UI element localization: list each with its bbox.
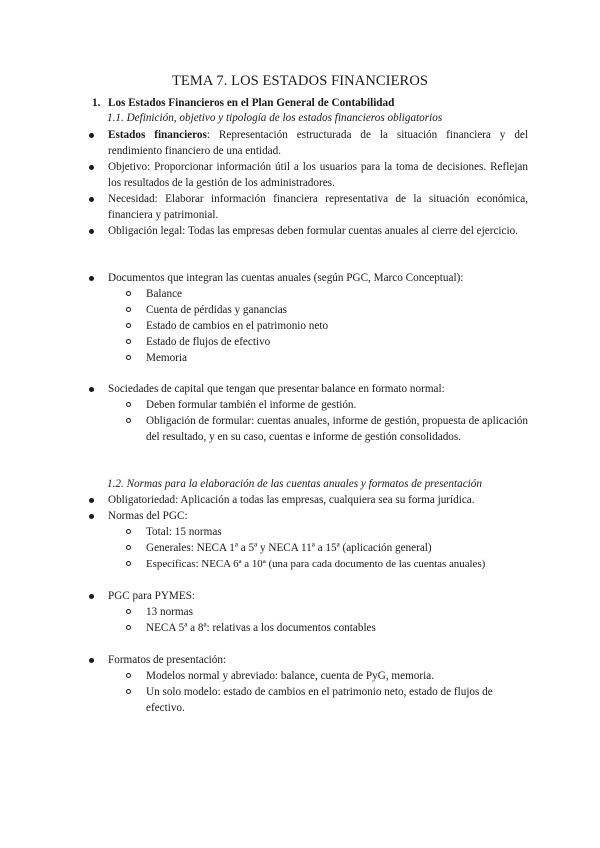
- bullet-bold-term: Estados financieros: [108, 129, 207, 141]
- sub-list-item: [124, 302, 528, 318]
- bullet-icon: [89, 276, 94, 281]
- section-heading-text: Los Estados Financieros en el Plan General de Contabilidad: [108, 97, 395, 109]
- bullet-icon: [89, 594, 94, 599]
- sub-list-item: [124, 604, 528, 620]
- sub-list-text: Obligación de formular: cuentas anuales, informe de gestión, propuesta de aplicación del resultado, y en su caso, cuentas e informe de gestión consolidados.: [146, 415, 528, 444]
- sub-list-text: Total: 15 normas: [146, 526, 222, 538]
- circle-bullet-icon: [126, 545, 131, 550]
- sub-list-text: Estado de cambios en el patrimonio neto: [146, 320, 329, 332]
- sub-list-item: [124, 684, 528, 716]
- sub-list-text: Balance: [146, 288, 183, 300]
- sub-list-text: Memoria: [146, 352, 188, 364]
- bullet-text: Objetivo: Proporcionar información útil a los usuarios para la toma de decisiones. Reflejan los resultados de la gestión de los administradores.: [108, 161, 528, 190]
- sub-list-item: [124, 413, 528, 445]
- sub-list-item: [124, 350, 528, 366]
- list-item: [86, 381, 528, 397]
- formats-intro: Formatos de presentación:: [108, 654, 227, 666]
- circle-bullet-icon: [126, 625, 131, 630]
- section-heading: [92, 95, 528, 111]
- sub-list-item: [124, 620, 528, 636]
- bullet-icon: [89, 387, 94, 392]
- circle-bullet-icon: [126, 689, 131, 694]
- sub-list-text: NECA 5ª a 8ª: relativas a los documentos contables: [146, 622, 376, 634]
- circle-bullet-icon: [126, 355, 131, 360]
- list-item: [86, 127, 528, 159]
- bullet-icon: [89, 165, 94, 170]
- list-item: [86, 588, 528, 604]
- sub-list-item: [124, 540, 528, 556]
- bullet-text: Necesidad: Elaborar información financiera representativa de la situación económica, financiera y patrimonial.: [108, 193, 528, 222]
- sub-list-item: [124, 524, 528, 540]
- circle-bullet-icon: [126, 673, 131, 678]
- sub-list-item: [124, 318, 528, 334]
- list-item: [86, 652, 528, 668]
- circle-bullet-icon: [126, 323, 131, 328]
- circle-bullet-icon: [126, 339, 131, 344]
- sub-list-text: Un solo modelo: estado de cambios en el patrimonio neto, estado de flujos de efectivo.: [146, 686, 493, 715]
- circle-bullet-icon: [126, 307, 131, 312]
- circle-bullet-icon: [126, 561, 131, 566]
- sub-list-text: Cuenta de pérdidas y ganancias: [146, 304, 288, 316]
- sub-list-text: Estado de flujos de efectivo: [146, 336, 271, 348]
- bullet-icon: [89, 514, 94, 519]
- circle-bullet-icon: [126, 402, 131, 407]
- companies-intro: Sociedades de capital que tengan que presentar balance en formato normal:: [108, 383, 445, 395]
- circle-bullet-icon: [126, 609, 131, 614]
- pgc-rules-intro: Normas del PGC:: [108, 510, 188, 522]
- sub-list-text: Específicas: NECA 6ª a 10ª (una para cada documento de las cuentas anuales): [146, 558, 486, 570]
- sub-list-item: [124, 286, 528, 302]
- list-item: [86, 492, 528, 508]
- circle-bullet-icon: [126, 418, 131, 423]
- documents-intro: Documentos que integran las cuentas anuales (según PGC, Marco Conceptual):: [108, 272, 464, 284]
- list-item: [86, 223, 528, 239]
- bullet-icon: [89, 197, 94, 202]
- circle-bullet-icon: [126, 291, 131, 296]
- circle-bullet-icon: [126, 529, 131, 534]
- section-number: 1.: [92, 97, 101, 109]
- pymes-intro: PGC para PYMES:: [108, 590, 196, 602]
- bullet-icon: [89, 498, 94, 503]
- bullet-icon: [89, 658, 94, 663]
- sub-list-text: 13 normas: [146, 606, 193, 618]
- list-item: [86, 508, 528, 524]
- sub-list-item: [124, 334, 528, 350]
- sub-list-text: Generales: NECA 1ª a 5ª y NECA 11ª a 15ª (aplicación general): [146, 542, 432, 554]
- list-item: [86, 159, 528, 191]
- bullet-icon: [89, 229, 94, 234]
- bullet-icon: [89, 133, 94, 138]
- sub-list-item: [124, 397, 528, 413]
- sub-list-text: Deben formular también el informe de gestión.: [146, 399, 357, 411]
- bullet-text: : Representación estructurada de la situación financiera y del rendimiento financiero de una entidad.: [108, 129, 528, 158]
- sub-list-item: [124, 556, 528, 572]
- sub-list-text: Modelos normal y abreviado: balance, cuenta de PyG, memoria.: [146, 670, 434, 682]
- subsection-heading-1-2: 1.2. Normas para la elaboración de las cuentas anuales y formatos de presentación: [107, 478, 482, 490]
- list-item: [86, 270, 528, 286]
- sub-list-item: [124, 668, 528, 684]
- page-title: TEMA 7. LOS ESTADOS FINANCIEROS: [171, 73, 429, 89]
- mandatory-text: Obligatoriedad: Aplicación a todas las empresas, cualquiera sea su forma jurídica.: [108, 494, 475, 506]
- list-item: [86, 191, 528, 223]
- subsection-heading-1-1: 1.1. Definición, objetivo y tipología de los estados financieros obligatorios: [107, 112, 443, 124]
- bullet-text: Obligación legal: Todas las empresas deben formular cuentas anuales al cierre del ejercicio.: [108, 225, 518, 237]
